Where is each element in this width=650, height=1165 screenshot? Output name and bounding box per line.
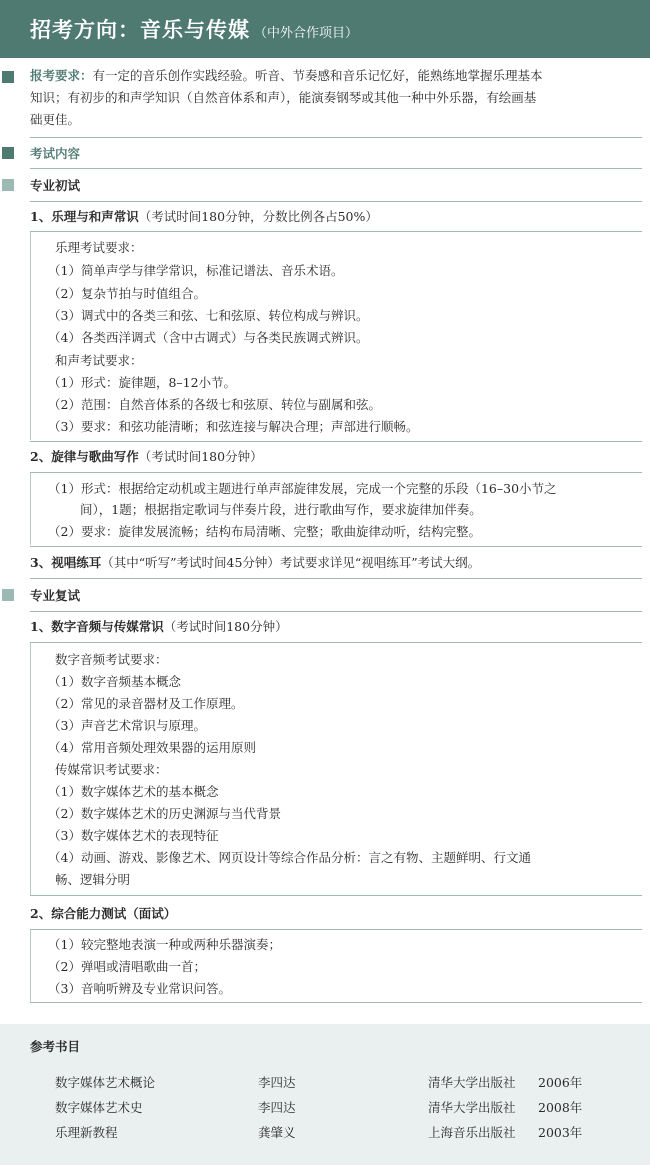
section-marker — [2, 179, 14, 191]
section-number: 1、 — [30, 209, 52, 224]
divider — [30, 201, 642, 202]
section-note: （考试时间180分钟） — [163, 619, 288, 634]
book-title: 乐理新教程 — [55, 1125, 118, 1140]
list-item: （3）调式中的各类三和弦、七和弦原、转位构成与辨识。 — [48, 308, 369, 323]
section-note: （考试时间180分钟） — [138, 449, 263, 464]
prelim-heading: 专业初试 — [30, 178, 81, 193]
theory-heading: 乐理考试要求： — [55, 240, 143, 255]
divider — [30, 929, 642, 930]
section-number: 1、 — [30, 619, 52, 634]
section-title: 旋律与歌曲写作 — [51, 449, 139, 464]
book-publisher: 上海音乐出版社 — [428, 1125, 516, 1140]
references-panel — [0, 1024, 650, 1165]
requirements-line-3: 础更佳。 — [30, 112, 81, 127]
list-item: （1）数字媒体艺术的基本概念 — [48, 784, 219, 799]
list-item: （2）数字媒体艺术的历史渊源与当代背景 — [48, 806, 281, 821]
exam-content-heading: 考试内容 — [30, 146, 81, 161]
book-year: 2006年 — [538, 1075, 583, 1090]
list-item: （2）要求：旋律发展流畅；结构布局清晰、完整；歌曲旋律动听，结构完整。 — [48, 524, 481, 539]
requirements-label: 报考要求： — [30, 68, 93, 83]
list-item: （3）数字媒体艺术的表现特征 — [48, 828, 219, 843]
section-marker — [2, 147, 14, 159]
section-title: 数字音频与传媒常识 — [51, 619, 164, 634]
section-note: （其中“听写”考试时间45分钟）考试要求详见“视唱练耳”考试大纲。 — [101, 555, 481, 570]
list-item: （3）要求：和弦功能清晰；和弦连接与解决合理；声部进行顺畅。 — [48, 419, 419, 434]
section-note: （考试时间180分钟，分数比例各占50%） — [138, 209, 378, 224]
section-marker — [2, 589, 14, 601]
divider — [30, 546, 642, 547]
section-number: 2、 — [30, 906, 52, 921]
prelim-s3-heading — [30, 552, 480, 573]
list-item: （1）形式：根据给定动机或主题进行单声部旋律发展，完成一个完整的乐段（16–30小节之 — [48, 481, 557, 496]
indent-bar — [30, 232, 31, 440]
list-item-continued: 畅、逻辑分明 — [55, 872, 131, 887]
book-publisher: 清华大学出版社 — [428, 1100, 516, 1115]
divider — [30, 578, 642, 579]
list-item: （3）声音艺术常识与原理。 — [48, 718, 206, 733]
prelim-s1-heading — [30, 206, 378, 227]
divider — [30, 642, 642, 643]
retest-heading: 专业复试 — [30, 588, 81, 603]
references-heading: 参考书目 — [30, 1039, 81, 1054]
requirements-line-2: 知识；有初步的和声学知识（自然音体系和声），能演奏钢琴或其他一种中外乐器，有绘画基 — [30, 90, 537, 105]
list-item: （1）形式：旋律题，8–12小节。 — [48, 375, 237, 390]
section-title: 乐理与和声常识 — [51, 209, 139, 224]
page-title — [30, 14, 358, 44]
list-item: （2）范围：自然音体系的各级七和弦原、转位与副属和弦。 — [48, 397, 381, 412]
list-item: （2）弹唱或清唱歌曲一首； — [48, 959, 206, 974]
divider — [30, 441, 642, 442]
list-item: （4）各类西洋调式（含中古调式）与各类民族调式辨识。 — [48, 330, 369, 345]
harmony-heading: 和声考试要求： — [55, 353, 143, 368]
divider — [30, 611, 642, 612]
divider — [30, 895, 642, 896]
list-item: （1）数字音频基本概念 — [48, 674, 181, 689]
book-title: 数字媒体艺术概论 — [55, 1075, 156, 1090]
title-text: 招考方向：音乐与传媒 — [30, 17, 250, 42]
requirements-line-1: 有一定的音乐创作实践经验。听音、节奏感和音乐记忆好，能熟练地掌握乐理基本 — [92, 68, 543, 83]
book-publisher: 清华大学出版社 — [428, 1075, 516, 1090]
section-title: 视唱练耳 — [51, 555, 102, 570]
section-marker — [2, 71, 14, 83]
list-item: （3）音响听辨及专业常识问答。 — [48, 981, 231, 996]
list-item: （1）简单声学与律学常识，标准记谱法、音乐术语。 — [48, 263, 344, 278]
indent-bar — [30, 930, 31, 1002]
divider — [30, 472, 642, 473]
divider — [30, 231, 642, 232]
audio-heading: 数字音频考试要求： — [55, 652, 168, 667]
list-item: （2）常见的录音器材及工作原理。 — [48, 696, 244, 711]
book-author: 李四达 — [258, 1100, 296, 1115]
list-item-continued: 间），1题；根据指定歌词与伴奏片段，进行歌曲写作，要求旋律加伴奏。 — [80, 502, 482, 517]
section-title: 综合能力测试（面试） — [51, 906, 177, 921]
requirements-text — [30, 65, 635, 131]
retest-s1-heading — [30, 616, 288, 637]
list-item: （2）复杂节拍与时值组合。 — [48, 286, 206, 301]
list-item: （1）较完整地表演一种或两种乐器演奏； — [48, 937, 281, 952]
divider — [30, 1002, 642, 1003]
book-year: 2008年 — [538, 1100, 583, 1115]
book-year: 2003年 — [538, 1125, 583, 1140]
divider — [30, 168, 642, 169]
book-author: 李四达 — [258, 1075, 296, 1090]
section-number: 3、 — [30, 555, 52, 570]
book-title: 数字媒体艺术史 — [55, 1100, 143, 1115]
list-item: （4）常用音频处理效果器的运用原则 — [48, 740, 256, 755]
prelim-s2-heading — [30, 446, 263, 467]
retest-s2-heading — [30, 903, 176, 924]
book-author: 龚肇义 — [258, 1125, 296, 1140]
divider — [30, 137, 642, 138]
list-item: （4）动画、游戏、影像艺术、网页设计等综合作品分析：言之有物、主题鲜明、行文通 — [48, 850, 531, 865]
page-header — [0, 0, 650, 58]
section-number: 2、 — [30, 449, 52, 464]
media-heading: 传媒常识考试要求： — [55, 762, 168, 777]
page-subtitle: （中外合作项目） — [254, 26, 359, 41]
indent-bar — [30, 643, 31, 895]
indent-bar — [30, 473, 31, 545]
